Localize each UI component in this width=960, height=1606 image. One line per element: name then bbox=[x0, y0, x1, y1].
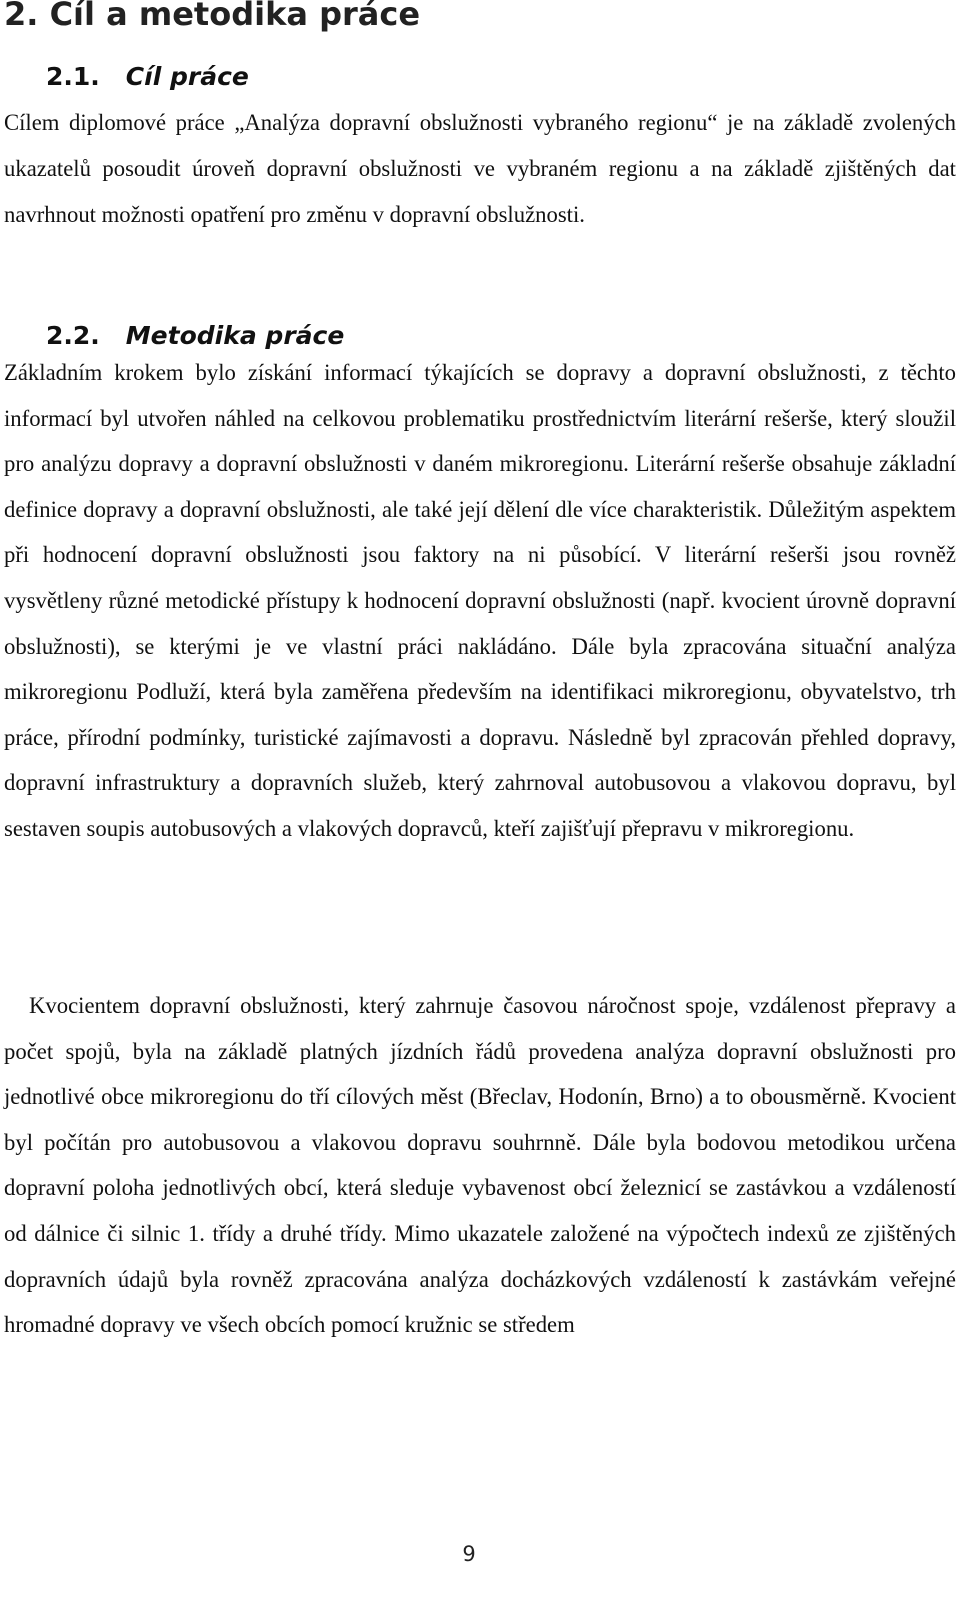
section-number: 2.2. bbox=[46, 321, 100, 350]
chapter-heading: 2. Cíl a metodika práce bbox=[4, 0, 421, 33]
section-heading-goal bbox=[46, 59, 249, 95]
page-number: 9 bbox=[462, 1542, 476, 1566]
goal-paragraph: Cílem diplomové práce „Analýza dopravní obslužnosti vybraného regionu“ je na základě zvolených ukazatelů posoudit úroveň dopravní obslužnosti ve vybraném regionu a na základě zjištěných dat navrhnout možnosti opatření pro změnu v dopravní obslužnosti. bbox=[4, 110, 956, 227]
section-number: 2.1. bbox=[46, 62, 100, 91]
method-paragraph-1: Základním krokem bylo získání informací týkajících se dopravy a dopravní obslužnosti, z těchto informací byl utvořen náhled na celkovou problematiku prostřednictvím literární rešerše, který sloužil pro analýzu dopravy a dopravní obslužnosti v daném mikroregionu. Literární rešerše obsahuje základní definice dopravy a dopravní obslužnosti, ale také její dělení dle více charakteristik. Důležitým aspektem při hodnocení dopravní obslužnosti jsou faktory na ni působící. V literární rešerši jsou rovněž vysvětleny různé metodické přístupy k hodnocení dopravní obslužnosti (např. kvocient úrovně dopravní obslužnosti), se kterými je ve vlastní práci nakládáno. Dále byla zpracována situační analýza mikroregionu Podluží, která byla zaměřena především na identifikaci mikroregionu, obyvatelstvo, trh práce, přírodní podmínky, turistické zajímavosti a dopravu. Následně byl zpracován přehled dopravy, dopravní infrastruktury a dopravních služeb, který zahrnoval autobusovou a vlakovou dopravu, byl sestaven soupis autobusových a vlakových dopravců, kteří zajišťují přepravu v mikroregionu. bbox=[4, 360, 956, 841]
section-title: Metodika práce bbox=[125, 321, 345, 350]
section-title: Cíl práce bbox=[125, 62, 249, 91]
section-heading-method bbox=[46, 318, 344, 354]
method-paragraph-2: Kvocientem dopravní obslužnosti, který zahrnuje časovou náročnost spoje, vzdálenost přepravy a počet spojů, byla na základě platných jízdních řádů provedena analýza dopravní obslužnosti pro jednotlivé obce mikroregionu do tří cílových měst (Břeclav, Hodonín, Brno) a to obousměrně. Kvocient byl počítán pro autobusovou a vlakovou dopravu souhrnně. Dále byla bodovou metodikou určena dopravní poloha jednotlivých obcí, která sleduje vybavenost obcí železnicí se zastávkou a vzdáleností od dálnice či silnic 1. třídy a druhé třídy. Mimo ukazatele založené na výpočtech indexů ze zjištěných dopravních údajů byla rovněž zpracována analýza docházkových vzdáleností k zastávkám veřejné hromadné dopravy ve všech obcích pomocí kružnic se středem bbox=[4, 993, 956, 1338]
